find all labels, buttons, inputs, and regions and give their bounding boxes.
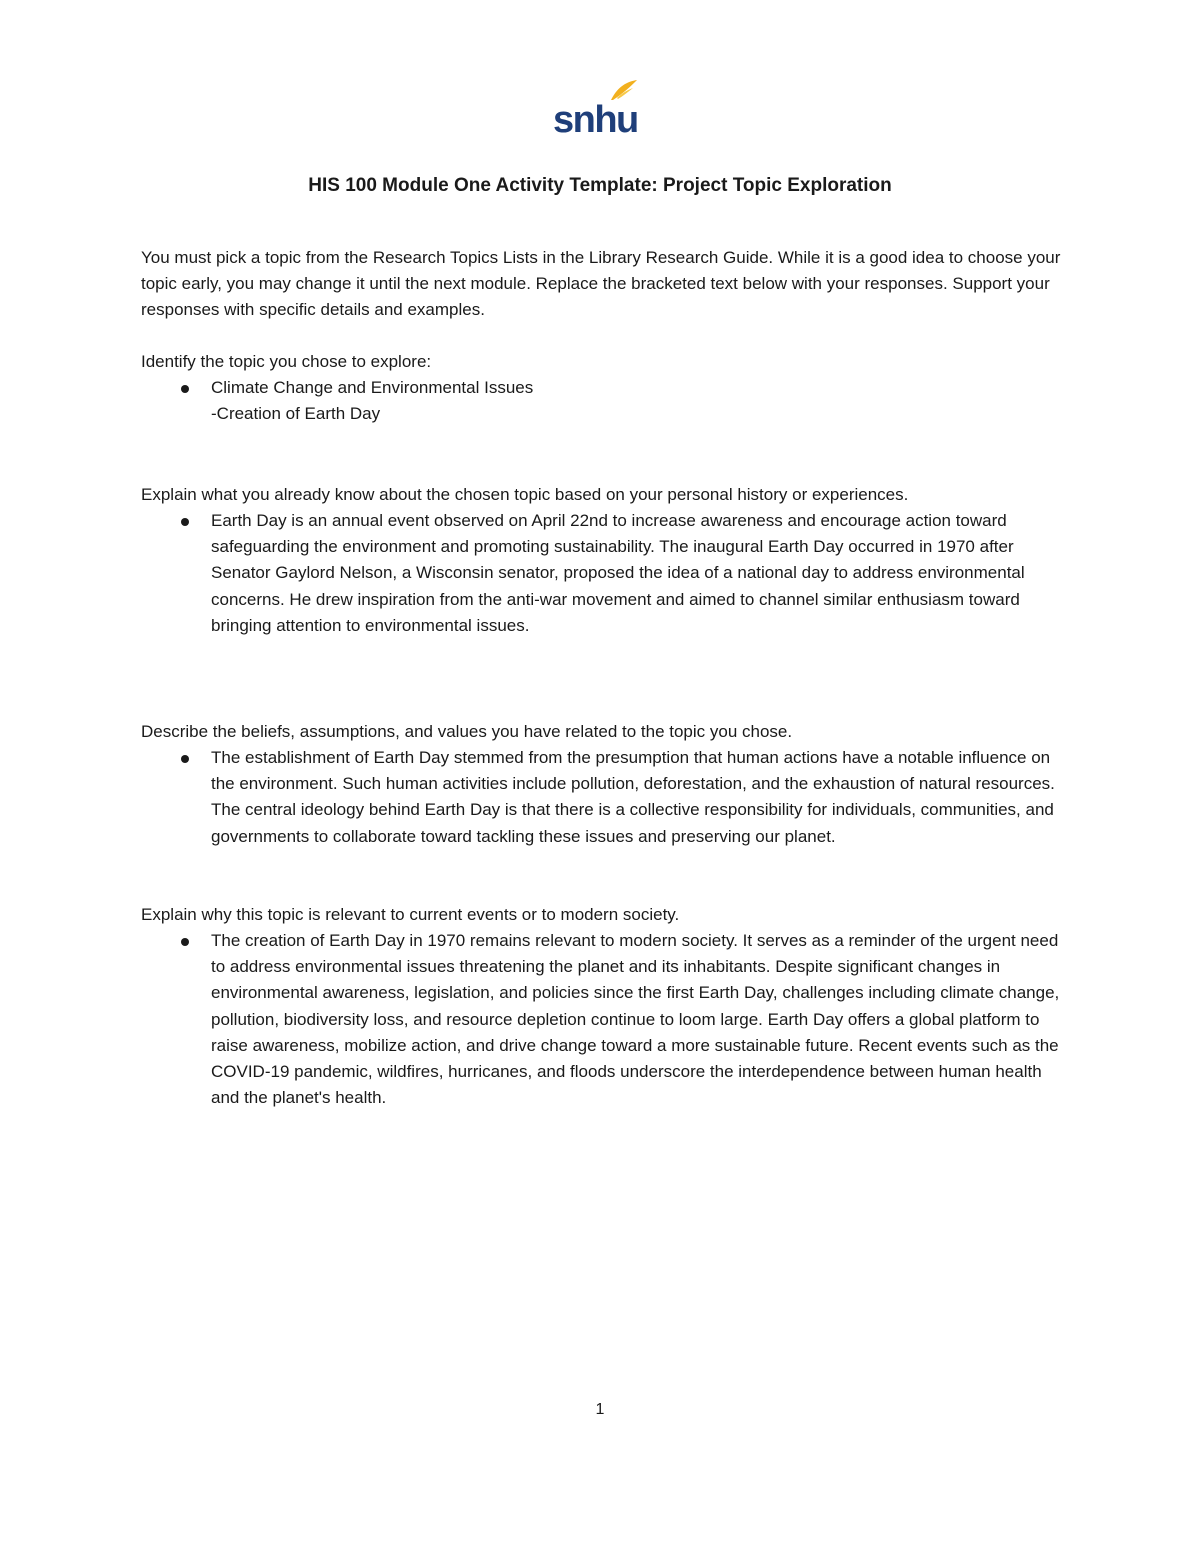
bullet-icon <box>181 755 189 763</box>
document-title: HIS 100 Module One Activity Template: Project Topic Exploration <box>308 175 892 196</box>
list-item <box>141 745 1071 850</box>
response-subtopic: -Creation of Earth Day <box>211 404 381 424</box>
prompt-topic: Identify the topic you chose to explore: <box>141 352 432 371</box>
bullet-icon <box>181 385 189 393</box>
page-number: 1 <box>595 1401 605 1418</box>
list-item <box>141 375 1071 427</box>
bullet-icon <box>181 518 189 526</box>
snhu-logo <box>553 78 643 142</box>
response-relevance: The creation of Earth Day in 1970 remains relevant to modern society. It serves as a reminder of the urgent need to address environmental issues threatening the planet and its inhabitants. Despite significant changes in environmental awareness, legislation, and policies since the first Earth Day, challenges including climate change, pollution, biodiversity loss, and resource depletion continue to loom large. Earth Day offers a global platform to raise awareness, mobilize action, and drive change toward a more sustainable future. Recent events such as the COVID-19 pandemic, wildfires, hurricanes, and floods underscore the interdependence between human health and the planet's health. <box>211 931 1060 1108</box>
bullet-icon <box>181 938 189 946</box>
prompt-relevance: Explain why this topic is relevant to current events or to modern society. <box>141 905 680 924</box>
response-knowledge: Earth Day is an annual event observed on April 22nd to increase awareness and encourage action toward safeguarding the environment and promoting sustainability. The inaugural Earth Day occurred in 1970 after Senator Gaylord Nelson, a Wisconsin senator, proposed the idea of a national day to address environmental concerns. He drew inspiration from the anti-war movement and aimed to channel similar enthusiasm toward bringing attention to environmental issues. <box>211 511 1025 635</box>
logo-text: snhu <box>553 99 638 141</box>
prompt-knowledge: Explain what you already know about the chosen topic based on your personal history or experiences. <box>141 485 909 504</box>
list-item <box>141 508 1071 639</box>
response-beliefs: The establishment of Earth Day stemmed from the presumption that human actions have a notable influence on the environment. Such human activities include pollution, deforestation, and the exhaustion of natural resources. The central ideology behind Earth Day is that there is a collective responsibility for individuals, communities, and governments to collaborate toward tackling these issues and preserving our planet. <box>211 748 1055 846</box>
list-item <box>141 928 1071 1111</box>
response-topic: Climate Change and Environmental Issues <box>211 378 534 397</box>
intro-paragraph: You must pick a topic from the Research Topics Lists in the Library Research Guide. While it is a good idea to choose your topic early, you may change it until the next module. Replace the bracketed text below with your responses. Support your responses with specific details and examples. <box>141 248 1061 320</box>
prompt-beliefs: Describe the beliefs, assumptions, and values you have related to the topic you chose. <box>141 722 793 741</box>
